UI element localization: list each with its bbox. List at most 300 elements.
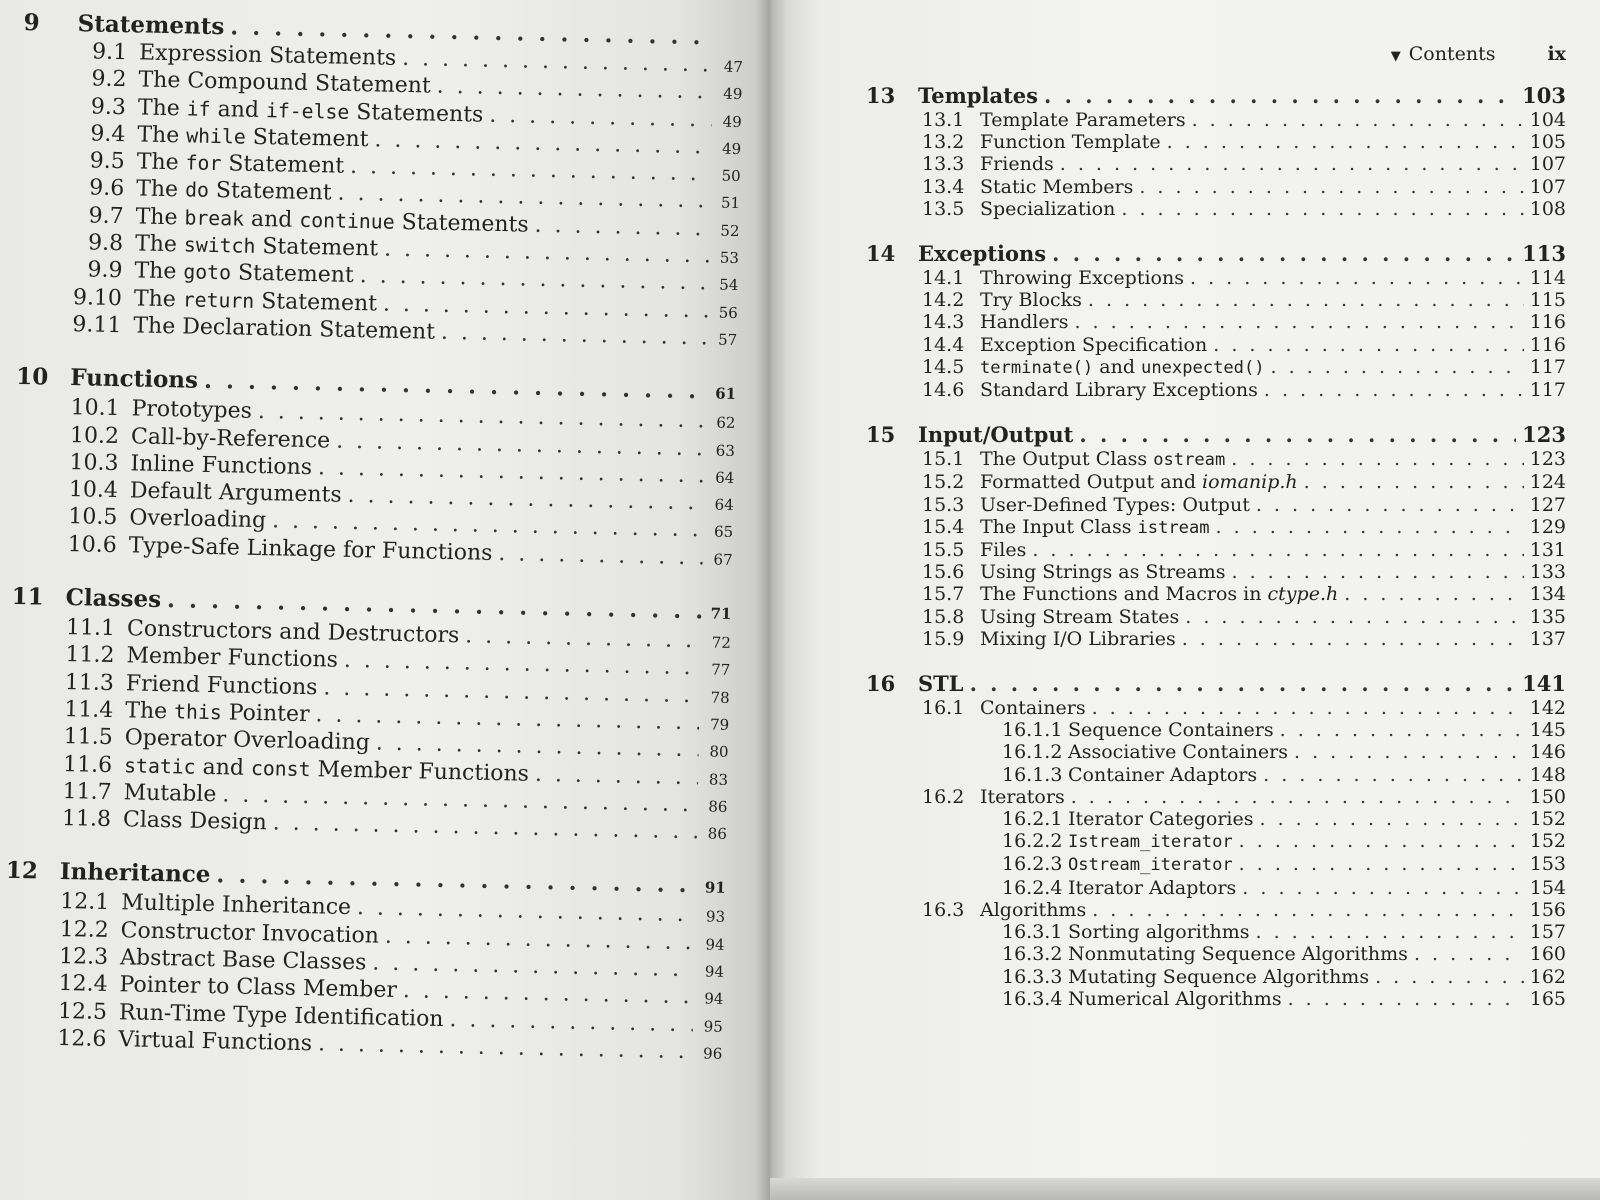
dot-leader	[1071, 786, 1524, 808]
page-number	[719, 45, 743, 46]
section-number: 12.3	[58, 943, 109, 970]
dot-leader	[1239, 830, 1524, 852]
page-number: 67	[713, 550, 733, 569]
page-number: 146	[1529, 741, 1566, 764]
dot-leader	[1167, 131, 1524, 153]
running-title	[1391, 43, 1496, 65]
entry-title: Files	[980, 539, 1027, 562]
toc-right-list	[866, 82, 1566, 1010]
page-number: 64	[714, 495, 734, 515]
section-entry	[866, 289, 1566, 311]
file-name: ctype.h	[1267, 583, 1339, 606]
page-number: 49	[721, 139, 742, 158]
dot-leader	[449, 1007, 693, 1038]
page-number: 56	[718, 303, 738, 322]
section-number: 16.2	[922, 785, 965, 808]
page-number: 86	[707, 824, 728, 844]
dot-leader	[534, 213, 709, 243]
section-number: 15.9	[922, 627, 965, 650]
dot-leader	[1280, 719, 1524, 741]
page-number: 117	[1529, 355, 1566, 378]
entry-title: Constructor Invocation	[120, 917, 380, 949]
page-number: 71	[710, 604, 732, 623]
page-number: 137	[1529, 627, 1566, 650]
section-number: 11.1	[65, 615, 116, 642]
page-number: 91	[704, 878, 726, 898]
section-entry	[866, 109, 1566, 131]
section-number: 9.1	[91, 39, 128, 66]
dot-leader	[1256, 921, 1524, 943]
entry-title: Overloading	[129, 505, 267, 534]
section-number: 13.2	[922, 131, 965, 154]
entry-title: Formatted Output and iomanip.h	[980, 471, 1298, 494]
page-number: 156	[1529, 898, 1566, 921]
page-number: 95	[703, 1017, 724, 1036]
section-number: 13.1	[922, 109, 965, 131]
page-number: 80	[709, 742, 729, 762]
section-number: 11.2	[65, 642, 115, 669]
page-number: 52	[720, 221, 740, 240]
code-term: if	[186, 97, 211, 121]
page-number: 104	[1529, 109, 1566, 131]
entry-title: Call-by-Reference	[130, 423, 331, 454]
entry-title: The Compound Statement	[138, 67, 432, 99]
page-number: 152	[1529, 808, 1566, 831]
entry-title: Friend Functions	[125, 670, 318, 700]
section-entry	[866, 131, 1566, 153]
entry-title: Abstract Base Classes	[119, 945, 367, 976]
section-entry	[866, 471, 1566, 493]
section-number: 13.4	[922, 175, 965, 198]
page-number: 49	[722, 112, 742, 131]
entry-title: Expression Statements	[138, 40, 397, 71]
right-page	[770, 0, 1600, 1200]
chapter-entry	[866, 240, 1566, 267]
section-number: 16.1.2	[1002, 741, 1063, 764]
section-number: 16.3	[922, 898, 965, 921]
entry-title: The break and continue Statements	[135, 204, 529, 238]
section-number: 11.7	[62, 778, 112, 805]
chapter-title: Input/Output	[918, 422, 1074, 448]
page-number: 50	[721, 166, 741, 186]
dot-leader	[1271, 356, 1524, 378]
chapter-number: 11	[11, 582, 44, 611]
chapter-title: Exceptions	[918, 241, 1047, 267]
page-number: 107	[1529, 175, 1566, 198]
running-header	[866, 40, 1566, 68]
section-number: 13.3	[922, 153, 965, 176]
subsection-entry	[866, 966, 1566, 988]
page-number: 157	[1529, 921, 1566, 944]
section-number: 16.3.2	[1002, 943, 1063, 966]
subsection-entry	[866, 764, 1566, 786]
page-number: 83	[708, 770, 729, 789]
page-number: 114	[1529, 267, 1566, 290]
entry-title: Containers	[980, 697, 1086, 720]
entry-title: Prototypes	[131, 396, 253, 425]
page-number: 79	[709, 715, 730, 734]
page-number: 105	[1529, 131, 1566, 154]
section-number: 15.2	[922, 471, 965, 494]
subsection-entry	[866, 921, 1566, 943]
chapter-title: Functions	[69, 364, 199, 394]
dot-leader	[1121, 198, 1523, 220]
dot-leader	[1092, 899, 1524, 921]
page-number: 135	[1529, 605, 1566, 628]
page-number: 127	[1529, 493, 1566, 516]
code-term: terminate()	[980, 357, 1094, 378]
entry-title: Handlers	[980, 311, 1069, 334]
section-number: 9.3	[90, 94, 127, 120]
page-number: 141	[1522, 671, 1566, 697]
entry-title: Class Design	[122, 807, 268, 836]
page-number: 148	[1529, 763, 1566, 786]
dot-leader	[1263, 764, 1524, 786]
entry-title: Type-Safe Linkage for Functions	[128, 533, 493, 566]
chapter-spacer	[866, 220, 1566, 240]
page-number: 49	[723, 84, 743, 104]
chapter-title: Statements	[77, 10, 225, 41]
entry-title: Multiple Inheritance	[121, 890, 352, 921]
page-number: 86	[708, 797, 728, 816]
code-term: const	[250, 756, 311, 781]
page-number: 62	[716, 413, 736, 433]
page-number: 78	[710, 688, 730, 707]
entry-title: Constructors and Destructors	[126, 616, 460, 649]
section-entry	[866, 494, 1566, 516]
page-number: 108	[1529, 197, 1566, 220]
dot-leader	[1092, 697, 1524, 719]
dot-leader	[489, 102, 712, 133]
section-number: 16.1.3	[1002, 763, 1063, 786]
code-term: continue	[299, 208, 395, 234]
subsection-entry	[866, 943, 1566, 965]
section-number: 12.1	[60, 889, 110, 916]
page-number: 63	[715, 441, 736, 460]
entry-title: The Input Class istream	[980, 515, 1210, 538]
section-number: 15.6	[922, 561, 965, 584]
subsection-entry	[866, 877, 1566, 899]
page-number: 153	[1529, 853, 1566, 876]
page-number: 123	[1529, 448, 1566, 471]
section-entry	[866, 356, 1566, 379]
code-term: for	[185, 151, 222, 176]
section-number: 10.5	[68, 504, 118, 531]
section-number: 9.2	[91, 66, 127, 93]
chapter-spacer	[866, 401, 1566, 421]
page-number: 51	[720, 194, 741, 213]
dot-leader	[1088, 289, 1524, 311]
code-term: goto	[183, 260, 232, 285]
page-number: 145	[1529, 719, 1566, 742]
dot-leader	[1052, 240, 1516, 267]
entry-title: Iterator Adaptors	[1068, 876, 1237, 899]
page-number: 53	[719, 248, 740, 268]
entry-title: Nonmutating Sequence Algorithms	[1068, 943, 1408, 966]
section-entry	[866, 379, 1566, 401]
code-term: switch	[183, 233, 256, 258]
entry-title: The Declaration Statement	[133, 313, 436, 345]
section-number: 10.3	[69, 449, 119, 476]
section-entry	[866, 561, 1566, 583]
entry-title	[1068, 830, 1233, 853]
entry-title: Try Blocks	[980, 289, 1082, 312]
entry-title	[1068, 853, 1233, 876]
section-number: 9.11	[72, 312, 122, 339]
entry-title: Pointer to Class Member	[119, 972, 398, 1004]
chapter-number: 15	[866, 422, 896, 448]
section-entry	[866, 899, 1566, 921]
section-number: 11.3	[64, 669, 115, 696]
chapter-spacer	[866, 650, 1566, 670]
page-number: 65	[713, 523, 734, 542]
subsection-entry	[866, 808, 1566, 830]
dot-leader	[498, 541, 703, 572]
page-number: 129	[1529, 515, 1566, 538]
subsection-entry	[866, 853, 1566, 876]
page-number: 123	[1522, 422, 1566, 448]
page-number: 72	[711, 633, 732, 652]
page-number: 133	[1529, 561, 1566, 584]
dot-leader	[1190, 267, 1524, 289]
section-entry	[866, 176, 1566, 198]
entry-title: Mutating Sequence Algorithms	[1068, 965, 1370, 988]
section-entry	[866, 198, 1566, 220]
dot-leader	[1079, 421, 1516, 448]
page-number: 154	[1529, 876, 1566, 899]
chapter-number: 13	[866, 83, 896, 108]
chapter-title: Classes	[65, 584, 162, 614]
page-number: 103	[1522, 83, 1566, 108]
dot-leader	[1182, 628, 1524, 650]
page-number: 134	[1529, 583, 1566, 606]
dot-leader	[1239, 853, 1524, 875]
section-number: 14.1	[922, 267, 965, 290]
section-number: 16.1	[922, 697, 965, 720]
dot-leader	[1375, 966, 1524, 988]
chapter-title: Inheritance	[59, 858, 211, 889]
dot-leader	[535, 761, 699, 791]
section-entry	[866, 516, 1566, 539]
dot-leader	[1288, 988, 1524, 1010]
left-page	[0, 0, 770, 1200]
entry-title: The while Statement	[137, 122, 369, 153]
entry-title: Numerical Algorithms	[1068, 987, 1282, 1010]
section-entry	[866, 448, 1566, 471]
entry-title: Using Strings as Streams	[980, 561, 1226, 584]
page-number: 107	[1529, 153, 1566, 176]
entry-title: The return Statement	[133, 286, 378, 317]
entry-title: Standard Library Exceptions	[980, 379, 1258, 402]
page-number: 113	[1522, 241, 1566, 267]
code-term: static	[123, 753, 196, 779]
page-number: 131	[1529, 539, 1566, 562]
dot-leader	[970, 670, 1517, 697]
entry-title: The switch Statement	[134, 231, 379, 262]
entry-title: The for Statement	[136, 149, 345, 179]
section-number: 15.1	[922, 448, 965, 471]
subsection-entry	[866, 988, 1566, 1010]
section-number: 11.6	[62, 751, 113, 778]
entry-title: Specialization	[980, 197, 1116, 220]
section-number: 10.6	[67, 531, 118, 558]
code-term: return	[182, 288, 255, 313]
section-number: 16.2.1	[1002, 808, 1063, 831]
dot-leader	[1074, 311, 1523, 333]
entry-title: Operator Overloading	[124, 725, 371, 756]
chapter-title: Templates	[918, 83, 1038, 108]
page-number: 47	[723, 57, 744, 77]
dot-leader	[1294, 741, 1524, 763]
subsection-entry	[866, 830, 1566, 853]
chapter-number: 12	[5, 857, 39, 885]
section-entry	[866, 153, 1566, 175]
dot-leader	[1060, 153, 1524, 175]
page-number: 142	[1529, 697, 1566, 720]
section-number: 15.4	[922, 515, 965, 538]
chapter-entry	[866, 421, 1566, 448]
section-number: 9.9	[87, 257, 123, 284]
dot-leader	[1231, 561, 1523, 583]
section-number: 15.3	[922, 493, 965, 516]
chapter-title: STL	[918, 671, 964, 697]
toc-right-column	[866, 40, 1566, 1010]
entry-title: Associative Containers	[1068, 741, 1289, 764]
section-number: 16.3.3	[1002, 965, 1063, 988]
page-number: 116	[1529, 333, 1566, 356]
code-term: ostream	[1153, 450, 1226, 471]
entry-title: Container Adaptors	[1068, 763, 1258, 786]
entry-title: The if and if-else Statements	[137, 95, 484, 128]
chapter-number: 14	[866, 241, 896, 267]
toc-left-column	[2, 8, 744, 1067]
entry-title: Run-Time Type Identification	[118, 999, 444, 1032]
dot-leader	[1260, 808, 1524, 830]
entry-title: terminate() and unexpected()	[980, 355, 1265, 378]
entry-title: Algorithms	[980, 898, 1087, 921]
running-title-text: Contents	[1408, 43, 1496, 65]
page-number: 124	[1529, 471, 1566, 494]
entry-title: The goto Statement	[134, 258, 355, 289]
section-entry	[866, 786, 1566, 808]
section-number: 12.2	[59, 916, 109, 943]
section-entry	[866, 628, 1566, 650]
entry-title: Default Arguments	[129, 478, 342, 508]
section-number: 12.6	[57, 1025, 107, 1052]
dot-leader	[1264, 379, 1524, 401]
page-number: 94	[704, 989, 724, 1009]
entry-title: Static Members	[980, 175, 1134, 198]
dot-leader	[1344, 583, 1524, 605]
section-number: 10.4	[68, 477, 119, 504]
section-entry	[866, 334, 1566, 356]
entry-title: The Output Class ostream	[980, 448, 1226, 471]
dot-leader	[1213, 334, 1524, 356]
section-number: 9.8	[87, 230, 124, 257]
section-number: 15.7	[922, 583, 965, 606]
code-term: do	[184, 178, 210, 203]
dot-leader	[1192, 109, 1524, 131]
entry-title: The do Statement	[135, 176, 332, 206]
entry-title: Inline Functions	[130, 451, 313, 480]
section-number: 16.3.1	[1002, 921, 1063, 944]
entry-title: The Functions and Macros in ctype.h	[980, 583, 1339, 606]
entry-title: Iterators	[980, 785, 1065, 808]
entry-title: Function Template	[980, 131, 1161, 154]
dot-leader	[465, 623, 701, 654]
entry-title: User-Defined Types: Output	[980, 493, 1250, 516]
page-number: 162	[1529, 965, 1566, 988]
dot-leader	[1032, 539, 1523, 561]
page-number: 117	[1529, 379, 1566, 402]
section-number: 9.5	[89, 148, 126, 175]
section-number: 15.5	[922, 539, 965, 562]
file-name: iomanip.h	[1202, 471, 1298, 494]
dot-leader	[1139, 176, 1523, 198]
code-term: Ostream_iterator	[1068, 855, 1233, 876]
dot-leader	[1044, 82, 1516, 109]
section-number: 9.10	[72, 284, 123, 311]
page-bottom-edge	[770, 1178, 1600, 1200]
code-term: istream	[1137, 517, 1210, 538]
dot-leader	[1185, 606, 1523, 628]
section-entry	[866, 311, 1566, 333]
chapter-number: 10	[15, 363, 49, 391]
entry-title: Mutable	[123, 780, 217, 808]
dot-leader	[1231, 448, 1523, 470]
entry-title: Exception Specification	[980, 333, 1208, 356]
section-number: 14.4	[922, 333, 965, 356]
chapter-entry	[866, 670, 1566, 697]
code-term: if-else	[265, 98, 350, 124]
entry-title: Mixing I/O Libraries	[980, 627, 1176, 650]
section-number: 9.6	[88, 175, 125, 202]
section-number: 9.7	[88, 203, 124, 229]
section-number: 15.8	[922, 605, 965, 628]
entry-title: static and const Member Functions	[123, 753, 530, 787]
entry-title: Friends	[980, 153, 1054, 176]
section-number: 16.3.4	[1002, 987, 1063, 1010]
chapter-number: 16	[866, 671, 896, 697]
section-number: 10.1	[70, 395, 120, 422]
dot-leader	[1256, 494, 1524, 516]
section-number: 14.2	[922, 289, 965, 312]
page-number: 165	[1529, 987, 1566, 1010]
dot-leader	[1242, 877, 1523, 899]
code-term: Istream_iterator	[1068, 832, 1233, 853]
page-number: 93	[705, 907, 726, 927]
section-number: 14.5	[922, 355, 965, 378]
entry-title: Member Functions	[126, 643, 339, 674]
subsection-entry	[866, 719, 1566, 741]
entry-title: Sorting algorithms	[1068, 921, 1250, 944]
section-number: 9.4	[90, 121, 126, 148]
section-number: 16.2.3	[1002, 853, 1063, 876]
section-number: 16.1.1	[1002, 719, 1063, 742]
section-number: 16.2.4	[1002, 876, 1063, 899]
section-number: 12.5	[57, 998, 108, 1025]
page-number: 96	[702, 1044, 723, 1063]
page-number: 77	[711, 660, 731, 680]
entry-title: Throwing Exceptions	[980, 267, 1184, 290]
page-number: 152	[1529, 830, 1566, 853]
section-number: 13.5	[922, 197, 965, 220]
dot-leader	[441, 320, 708, 352]
section-number: 11.5	[63, 724, 113, 751]
section-number: 14.6	[922, 379, 965, 402]
page-number: 94	[705, 935, 725, 954]
dot-leader	[1304, 471, 1524, 493]
